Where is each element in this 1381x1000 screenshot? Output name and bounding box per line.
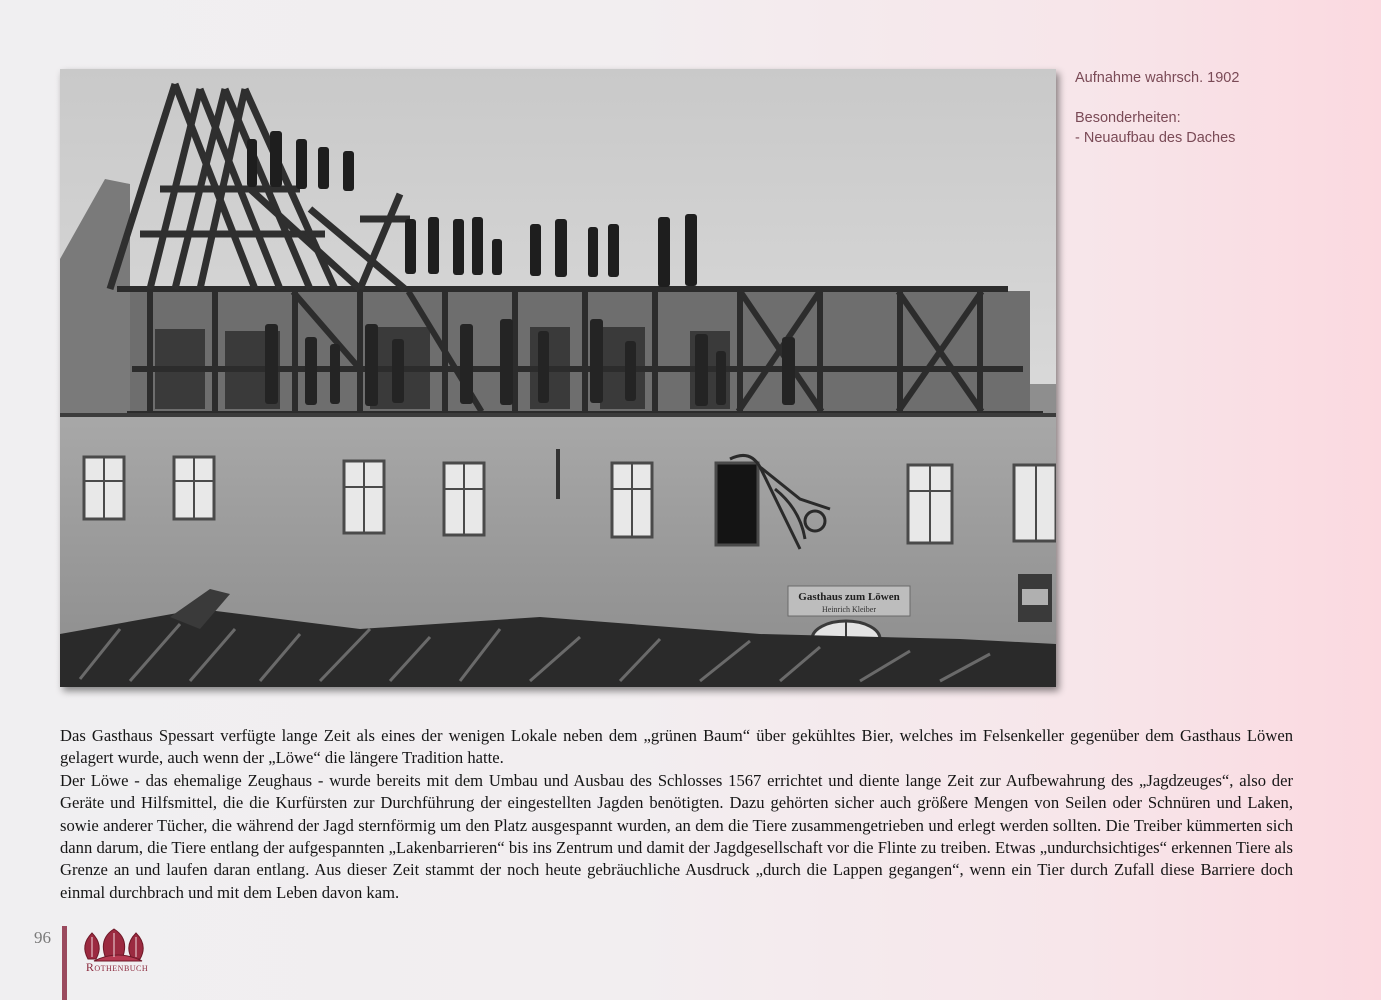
paragraph: Der Löwe - das ehemalige Zeughaus - wurde bereits mit dem Umbau und Ausbau des Schlosses 1567 errichtet und diente lange Zeit zur Aufbewahrung des „Jagdzeuges“, also der Geräte und Hilfsmittel, die die Kurfürsten zur Durchführung der eingestellten Jagden benötigten. Dazu gehörten sicher auch größere Mengen von Seilen oder Schnüren und Laken, sowie anderer Tücher, die während der Jagd sternförmig um den Platz ausgespannt wurden, an dem die Tiere zusammengetrieben und erlegt werden sollten. Die Treiber kümmerten sich dann darum, die Tiere entlang der aufgespannten „Lakenbarrieren“ bis ins Zentrum und damit der Jagdgesellschaft vor die Flinte zu treiben. Etwas „undurchsichtiges“ erkennen Tiere als Grenze an und laufen daran entlang. Aus dieser Zeit stammt der noch heute gebräuchliche Ausdruck „durch die Lappen gegangen“, wenn ein Tier durch Zufall diese Barriere doch einmal durchbrach und mit dem Leben davon kam.: [60, 770, 1293, 902]
features-heading: Besonderheiten:: [1075, 110, 1181, 126]
feature-item: - Neuaufbau des Daches: [1075, 130, 1236, 146]
footer-accent-bar: [62, 926, 67, 1000]
historic-photo: [60, 69, 1056, 687]
page-number: 96: [34, 928, 51, 947]
paragraph: Das Gasthaus Spessart verfügte lange Zeit als eines der wenigen Lokale neben dem „grünen Baum“ über gekühltes Bier, welches im Felsenkeller gegenüber dem Gasthaus Löwen gelagert wurde, auch wenn der „Löwe“ die längere Tradition hatte.: [60, 726, 1293, 768]
photo-caption: [1075, 68, 1355, 148]
caption-date: Aufnahme wahrsch. 1902: [1075, 70, 1240, 86]
sign-line-1: Gasthaus zum Löwen: [798, 591, 900, 603]
logo-text: Rothenbuch: [85, 960, 149, 974]
gasthaus-sign: [788, 586, 910, 616]
sign-line-2: Heinrich Kleiber: [822, 605, 876, 614]
article-text: [60, 725, 1293, 904]
photo-illustration: [60, 69, 1056, 687]
